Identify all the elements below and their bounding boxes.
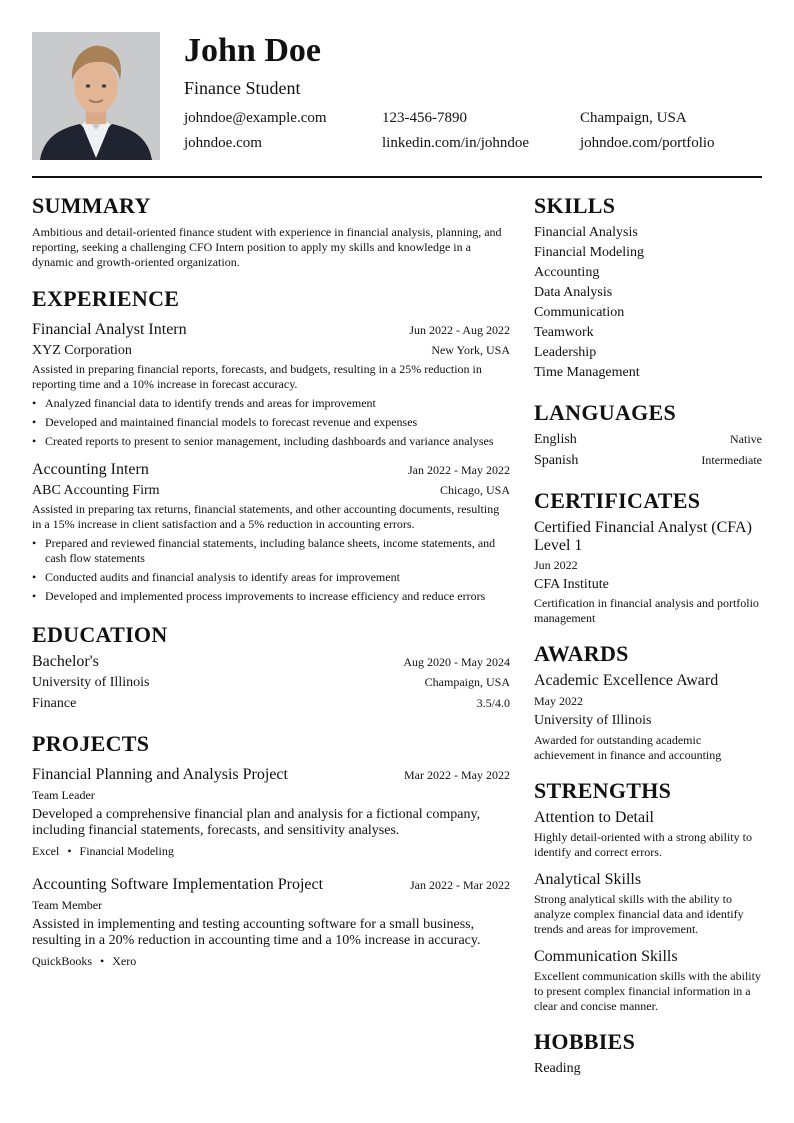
project-tag: Financial Modeling xyxy=(79,844,174,858)
experience-item xyxy=(32,460,510,604)
header-divider xyxy=(32,176,762,178)
bullet-item: • Analyzed financial data to identify trends and areas for improvement xyxy=(32,396,510,411)
skill-item: Teamwork xyxy=(534,325,594,340)
project-description: Assisted in implementing and testing accounting software for a small business, resulting in a 20% reduction in accounting time and a 10% increase in accuracy. xyxy=(32,917,481,948)
strength-name: Analytical Skills xyxy=(534,871,642,888)
project-tag: Xero xyxy=(112,954,137,968)
experience-position: Accounting Intern xyxy=(32,461,149,478)
contact-email[interactable]: johndoe@example.com xyxy=(184,110,327,126)
bullet-item: • Developed and implemented process improvements to increase efficiency and reduce errors xyxy=(32,589,510,604)
strength-description: Excellent communication skills with the ability to present complex financial information in a clear and concise manner. xyxy=(534,969,761,1013)
languages-heading: LANGUAGES xyxy=(534,400,677,425)
experience-company: XYZ Corporation xyxy=(32,343,132,358)
experience-company: ABC Accounting Firm xyxy=(32,483,160,498)
strengths-heading: STRENGTHS xyxy=(534,778,672,803)
experience-dates: Jun 2022 - Aug 2022 xyxy=(409,323,510,337)
candidate-name: John Doe xyxy=(184,32,321,69)
education-location: Champaign, USA xyxy=(424,675,510,689)
left-column xyxy=(32,192,510,969)
experience-section xyxy=(32,285,510,604)
bullet-item: • Developed and maintained financial models to forecast revenue and expenses xyxy=(32,415,510,430)
education-degree: Bachelor's xyxy=(32,653,99,670)
education-heading: EDUCATION xyxy=(32,622,168,647)
bullet-item: • Created reports to present to senior management, including dashboards and variance analyses xyxy=(32,434,510,449)
certificates-heading: CERTIFICATES xyxy=(534,488,701,513)
skill-item: Time Management xyxy=(534,365,640,380)
education-school: University of Illinois xyxy=(32,675,150,690)
strength-name: Attention to Detail xyxy=(534,809,654,826)
strength-item xyxy=(534,870,762,937)
project-item xyxy=(32,875,510,969)
skill-item: Data Analysis xyxy=(534,285,613,300)
summary-text: Ambitious and detail-oriented finance student with experience in financial analysis, planning, and reporting, seeking a challenging CFO Intern position to apply my skills and knowledge in a dynamic and growth-oriented organization. xyxy=(32,225,502,269)
education-field: Finance xyxy=(32,696,77,711)
language-level: Intermediate xyxy=(701,453,762,467)
strengths-section xyxy=(534,777,762,1014)
skill-item: Financial Analysis xyxy=(534,225,638,240)
contact-website[interactable]: johndoe.com xyxy=(184,135,262,151)
languages-section xyxy=(534,399,762,471)
strength-item xyxy=(534,808,762,860)
award-description: Awarded for outstanding academic achievement in finance and accounting xyxy=(534,733,722,762)
certificate-name: Certified Financial Analyst (CFA) Level 1 xyxy=(534,519,752,554)
bullet-item: • Conducted audits and financial analysis to identify areas for improvement xyxy=(32,570,510,585)
portrait-icon xyxy=(32,32,160,160)
tag-separator-dot: • xyxy=(100,954,105,968)
skills-heading: SKILLS xyxy=(534,193,616,218)
skill-item: Leadership xyxy=(534,345,597,360)
contact-phone[interactable]: 123-456-7890 xyxy=(382,110,467,126)
awards-section xyxy=(534,640,762,763)
hobbies-section xyxy=(534,1028,762,1079)
experience-description: Assisted in preparing financial reports, forecasts, and budgets, resulting in a 25% reduction in reporting time and a 10% increase in forecast accuracy. xyxy=(32,362,482,391)
skill-item: Accounting xyxy=(534,265,600,280)
contact-portfolio[interactable]: johndoe.com/portfolio xyxy=(580,135,715,151)
experience-bullets xyxy=(32,396,510,449)
project-name: Financial Planning and Analysis Project xyxy=(32,766,288,783)
project-tags xyxy=(32,843,510,859)
certificate-date: Jun 2022 xyxy=(534,558,578,572)
certificate-issuer: CFA Institute xyxy=(534,577,609,592)
skill-item: Financial Modeling xyxy=(534,245,645,260)
hobbies-heading: HOBBIES xyxy=(534,1029,636,1054)
skills-section xyxy=(534,192,762,383)
language-item xyxy=(534,429,762,450)
project-role: Team Member xyxy=(32,898,103,912)
right-column xyxy=(534,192,762,1079)
summary-heading: SUMMARY xyxy=(32,193,151,218)
project-tag: QuickBooks xyxy=(32,954,92,968)
strength-name: Communication Skills xyxy=(534,948,678,965)
strength-description: Highly detail-oriented with a strong ability to identify and correct errors. xyxy=(534,830,752,859)
hobby-item: Reading xyxy=(534,1061,581,1076)
education-gpa: 3.5/4.0 xyxy=(476,696,510,710)
skills-list xyxy=(534,223,762,383)
project-item xyxy=(32,765,510,859)
education-section xyxy=(32,621,510,714)
projects-heading: PROJECTS xyxy=(32,731,150,756)
project-description: Developed a comprehensive financial plan and analysis for a fictional company, including financial statements, forecasts, and sensitivity analyses. xyxy=(32,807,481,838)
contact-location: Champaign, USA xyxy=(580,110,687,126)
award-name: Academic Excellence Award xyxy=(534,672,719,689)
experience-bullets xyxy=(32,536,510,604)
strength-description: Strong analytical skills with the ability to analyze complex financial data and identify trends and areas for improvement. xyxy=(534,892,744,936)
experience-description: Assisted in preparing tax returns, financial statements, and other accounting documents, resulting in a 15% increase in client satisfaction and a 5% reduction in accounting errors. xyxy=(32,502,500,531)
project-dates: Jan 2022 - Mar 2022 xyxy=(410,878,510,892)
education-dates: Aug 2020 - May 2024 xyxy=(403,655,510,669)
project-dates: Mar 2022 - May 2022 xyxy=(404,768,510,782)
experience-location: Chicago, USA xyxy=(440,483,510,497)
language-name: English xyxy=(534,432,577,447)
strength-item xyxy=(534,947,762,1014)
summary-section xyxy=(32,192,510,270)
project-tags xyxy=(32,953,510,969)
award-issuer: University of Illinois xyxy=(534,713,652,728)
language-name: Spanish xyxy=(534,453,579,468)
certificate-description: Certification in financial analysis and portfolio management xyxy=(534,596,759,625)
experience-position: Financial Analyst Intern xyxy=(32,321,187,338)
award-date: May 2022 xyxy=(534,694,583,708)
tag-separator-dot: • xyxy=(67,844,72,858)
project-tag: Excel xyxy=(32,844,60,858)
experience-location: New York, USA xyxy=(431,343,510,357)
resume-header xyxy=(32,32,762,160)
language-level: Native xyxy=(730,432,762,446)
certificates-section xyxy=(534,487,762,626)
experience-item xyxy=(32,320,510,449)
skill-item: Communication xyxy=(534,305,625,320)
bullet-item: • Prepared and reviewed financial statements, including balance sheets, income statements, and cash flow statements xyxy=(32,536,510,566)
language-item xyxy=(534,450,762,471)
experience-heading: EXPERIENCE xyxy=(32,286,180,311)
profile-photo xyxy=(32,32,160,160)
project-name: Accounting Software Implementation Project xyxy=(32,876,324,893)
projects-section xyxy=(32,730,510,969)
candidate-role: Finance Student xyxy=(184,78,301,98)
awards-heading: AWARDS xyxy=(534,641,629,666)
experience-dates: Jan 2022 - May 2022 xyxy=(408,463,510,477)
project-role: Team Leader xyxy=(32,788,95,802)
contact-linkedin[interactable]: linkedin.com/in/johndoe xyxy=(382,135,530,151)
